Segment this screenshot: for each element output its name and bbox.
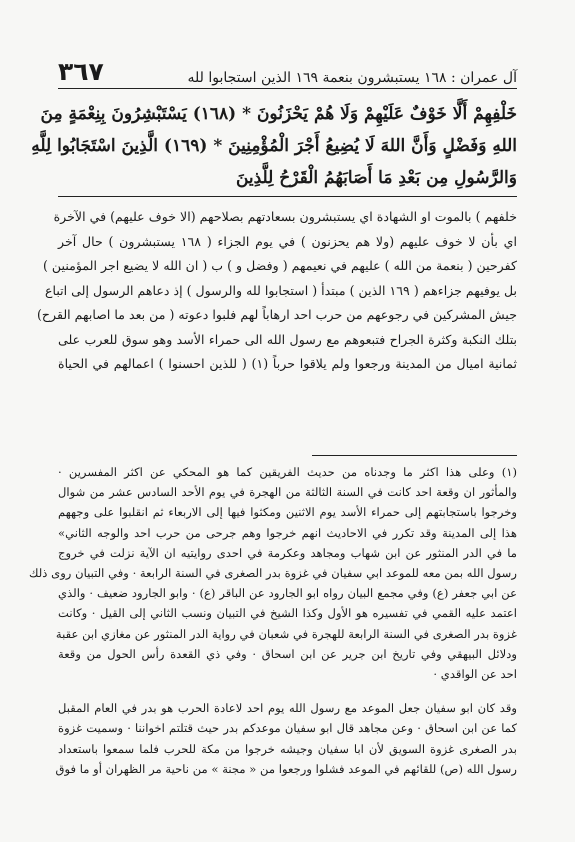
quran-line: وَالرَّسُولِ مِن بَعْدِ مَا أَصَابَهُمُ الْقَرْحُ لِلَّذِينَ — [235, 168, 517, 188]
footnote-line: وقد كان ابو سفيان جعل الموعد مع رسول الله يوم احد لاعادة الحرب هو بدر في العام المقبل — [58, 701, 517, 716]
footnote-line: رسول الله (ص) للقائهم في الموعد فشلوا ورجعوا من « مجنة » من ناحية مر الظهران أو ما فوق — [55, 761, 517, 776]
running-title: آل عمران : ١٦٨ يستبشرون بنعمة ١٦٩ الذين استجابوا لله — [187, 70, 517, 86]
footnote-line: رسول الله بمن معه للموعد ابي سفيان في غزوة بدر الصغرى في السنة الرابعة · وفي التبيان روى ذلك — [28, 566, 517, 581]
quran-line: خَلْفِهِمْ أَلَّا خَوْفٌ عَلَيْهِمْ وَلَا هُمْ يَحْزَنُونَ * (١٦٨) يَسْتَبْشِرُونَ بِنِعْمَةٍ مِنَ — [40, 104, 517, 124]
quran-verse-block — [31, 98, 517, 194]
commentary-line: خلفهم ) بالموت او الشهادة اي يستبشرون بسعادتهم بصلاحهم (الا خوف عليهم) في الآخرة — [53, 209, 517, 224]
footnote-line: اعتمد عليه القمي في تفسيره هو الأول وكذا الشيخ في التبيان ونسب الثاني إلى القيل · وكانت — [58, 606, 517, 621]
footnote-line: ودلائل البيهقي وفي تاريخ ابن جرير عن ابن اسحاق · وفي ذي القعدة رأس الحول من وقعة — [58, 646, 517, 661]
verse-divider — [58, 196, 517, 197]
footnote-line: بدر الصغرى غزوة السويق لأن ابا سفيان وجيشه خرجوا من مكة للحرب فلما سمعوا باستعداد — [58, 741, 517, 756]
commentary-line: جيش المشركين في رجوعهم من حرب احد ارهاباً لهم فلبوا دعوته ( من بعد ما اصابهم القرح) — [36, 307, 517, 322]
footnote-line: ما في الدر المنثور عن ابن شهاب ومجاهد وعكرمة في احدى روايتيه ان الآية نزلت في خروج — [58, 545, 517, 560]
footnote-line: وخرجوا باستجابتهم إلى حمراء الأسد يوم الاثنين ومكثوا فيها إلى الاربعاء ثم انقلبوا على وجههم — [58, 505, 517, 520]
commentary-block — [36, 205, 518, 377]
footnote-line: هذا إلى المدينة وقد تكرر في الاحاديث انهم خرجوا وهم جرحى من حرب احد والوجه الثاني» — [58, 525, 517, 540]
footnote-line: غزوة بدر الصغرى في السنة الرابعة للهجرة في شعبان في رواية الدر المنثور عن مغازي ابن عقبة — [55, 626, 517, 641]
commentary-line: كفرحين ( بنعمة من الله ) عليهم في نعيمهم ( وفضل و ) ب ( ان الله لا يضيع اجر المؤمنين ) — [43, 258, 517, 273]
footnote-divider — [312, 455, 517, 456]
footnote-line: احد عن الواقدي · — [433, 667, 517, 682]
commentary-line: ثمانية اميال من المدينة ورجعوا ولم يلاقوا حرباً (١) ( للذين احسنوا ) اعمالهم في الحياة — [58, 356, 518, 371]
page-header — [58, 56, 517, 86]
commentary-line: اي بأن لا خوف عليهم (ولا هم يحزنون ) في يوم الجزاء ( ١٦٨ يستبشرون ) حال آخر — [58, 233, 517, 249]
page-number: ٣٦٧ — [58, 57, 104, 86]
header-divider — [58, 88, 517, 89]
footnotes-block — [28, 462, 517, 779]
commentary-line: بتلك النكبة وكثرة الجراح فتبعوهم مع رسول الله الى حمراء الأسد وهو سوق للعرب على — [58, 331, 517, 347]
footnote-line: كما عن ابن اسحاق · وعن مجاهد قال ابو سفيان موعدكم بدر حيث قتلتم اخواننا · وسميت غزوة — [58, 721, 517, 736]
quran-line: اللهِ وَفَضْلٍ وَأَنَّ اللهَ لَا يُضِيعُ أَجْرَ الْمُؤْمِنِينَ * (١٦٩) الَّذِينَ اسْتَجَابُوا لِلَّهِ — [31, 136, 517, 156]
footnote-line: والمأثور ان وقعة احد كانت في السنة الثالثة من الهجرة في يوم الأحد السادس عشر من شوال — [58, 485, 517, 500]
footnote-line: (١) وعلى هذا اكثر ما وجدناه من حديث الفريقين كما هو المحكي عن اكثر المفسرين · — [58, 465, 517, 479]
footnote-line: عن ابي جعفر (ع) وفي مجمع البيان رواه ابو الجارود عن الباقر (ع) · وابو الجارود ضعيف · والذي — [58, 586, 517, 601]
commentary-line: بل يوفيهم جزاءهم ( ١٦٩ الذين ) مبتدأ ( استجابوا لله والرسول ) إذ دعاهم الرسول إلى اتباع — [45, 282, 517, 298]
